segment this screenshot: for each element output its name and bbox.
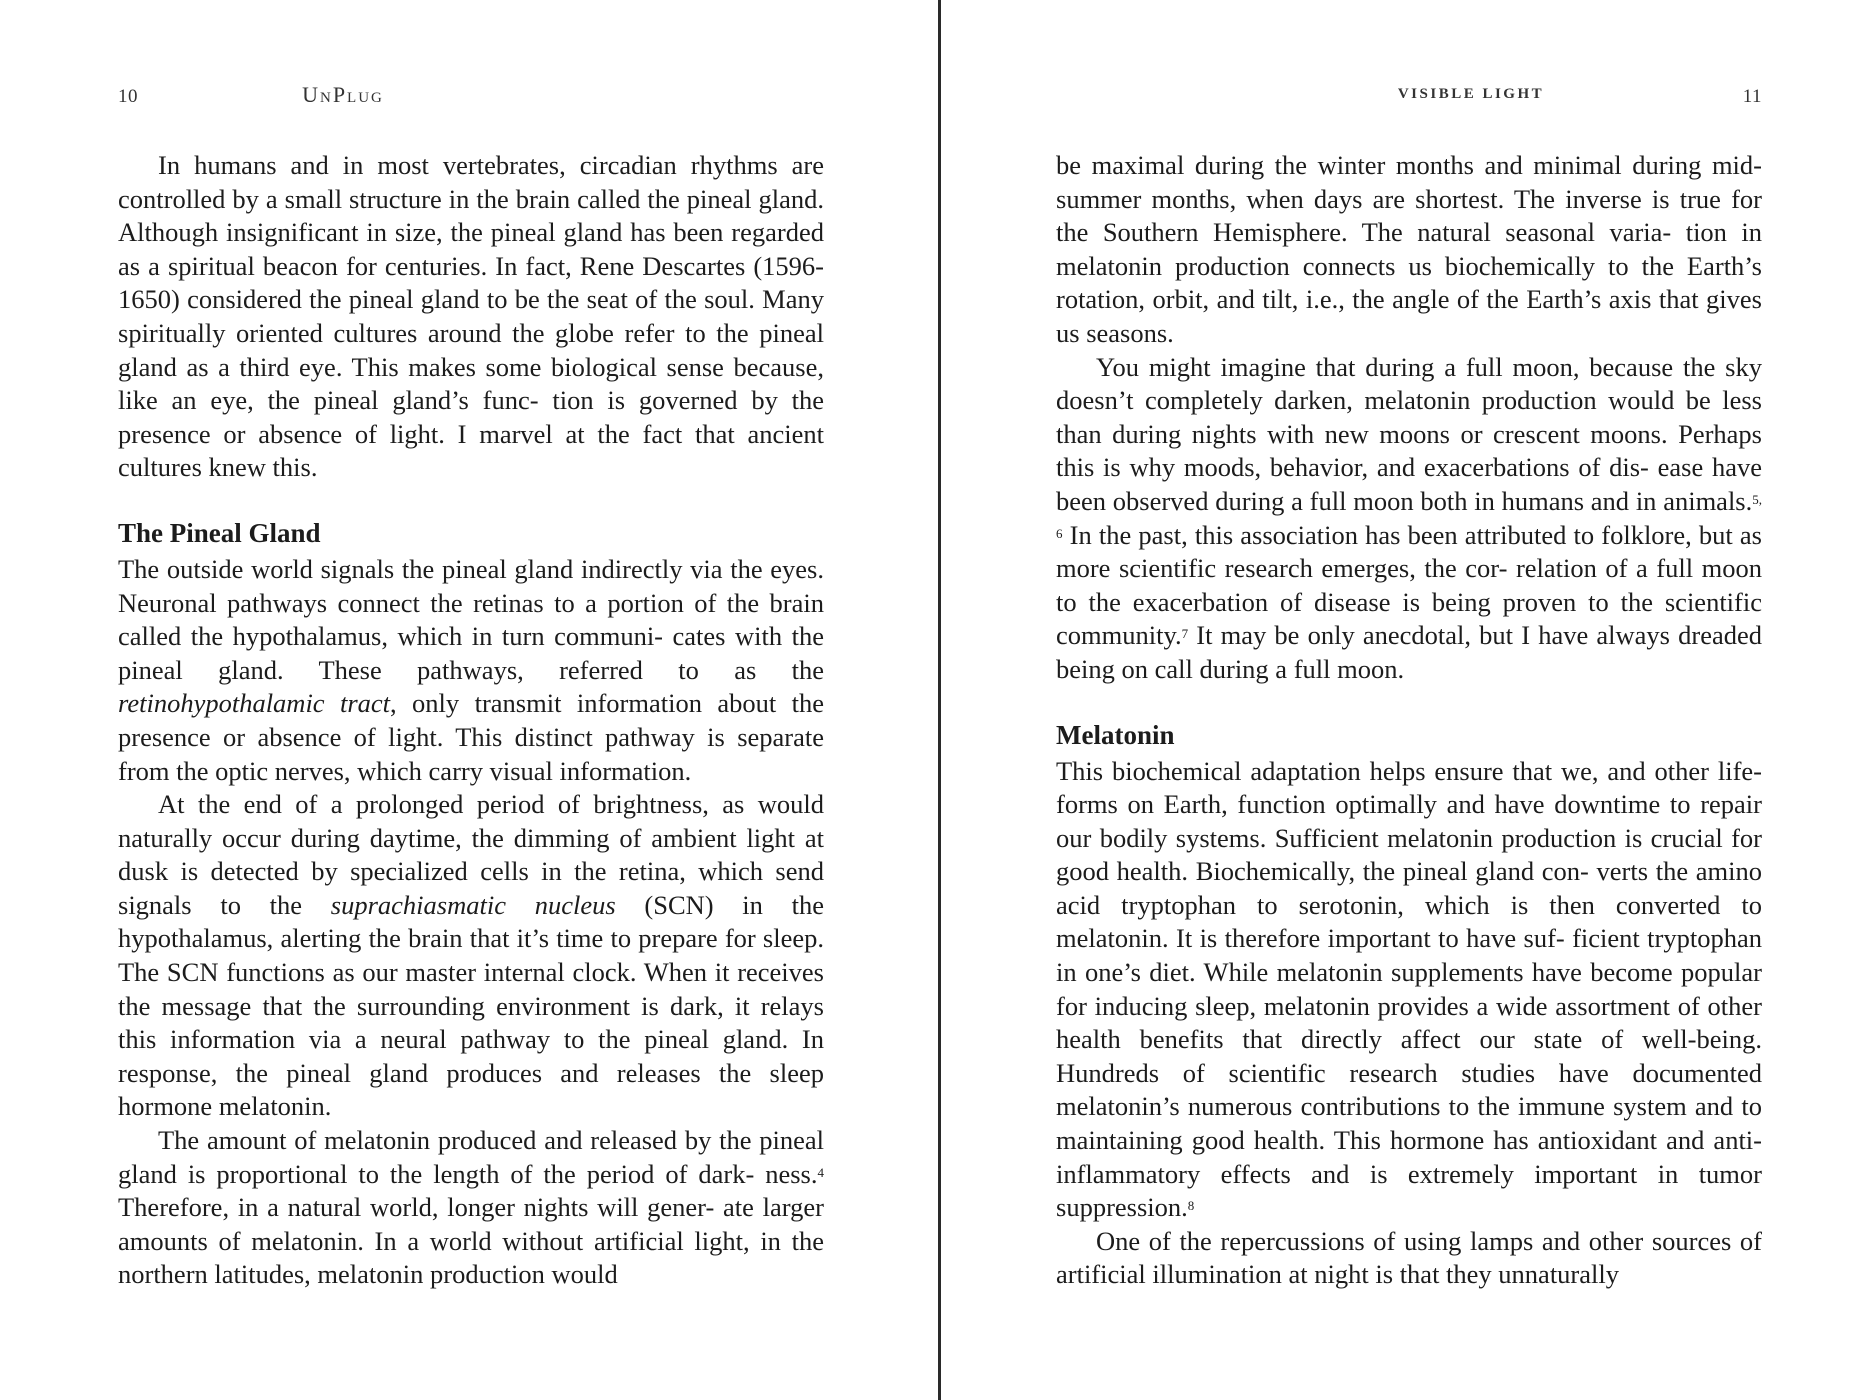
left-page-body bbox=[118, 149, 824, 1292]
page-number: 11 bbox=[1742, 86, 1762, 107]
paragraph: At the end of a prolonged period of brightness, as would naturally occur during daytime, the dimming of ambient light at dusk is detected by specialized cells in the retina, which send signals to the suprachiasmatic nucleus (SCN) in the hypothalamus, alerting the brain that it’s time to prepare for sleep. The SCN functions as our master internal clock. When it receives the message that the surrounding environment is dark, it relays this information via a neural pathway to the pineal gland. In response, the pineal gland produces and releases the sleep hormone melatonin. bbox=[118, 789, 825, 1122]
paragraph: The outside world signals the pineal gland indirectly via the eyes. Neuronal pathways connect the retinas to a portion of the brain called the hypothalamus, which in turn communi- cates with the pineal gland. These pathways, referred to as the retinohypothalamic tract, only transmit information about the presence or absence of light. This distinct pathway is separate from the optic nerves, which carry visual information. bbox=[118, 553, 824, 786]
footnote-reference[interactable]: 7 bbox=[1181, 626, 1189, 642]
paragraph: This biochemical adaptation helps ensure that we, and other life-forms on Earth, function optimally and have downtime to repair our bodily systems. Sufficient melatonin production is crucial for good health. Biochemically, the pineal gland con- verts the amino acid tryptophan to serotonin, which is then converted to melatonin. It is therefore important to have suf- ficient tryptophan in one’s diet. While melatonin supplements have become popular for inducing sleep, melatonin provides a wide assortment of other health benefits that directly affect our state of well-being. Hundreds of scientific research studies have documented melatonin’s numerous contributions to the immune system and to maintaining good health. This hormone has antioxidant and anti-inflammatory effects and is extremely important in tumor suppression.$^8$ bbox=[1056, 755, 1762, 1223]
section-heading: Melatonin bbox=[1056, 719, 1175, 750]
paragraph: In humans and in most vertebrates, circadian rhythms are controlled by a small structure in the brain called the pineal gland. Although insignificant in size, the pineal gland has been regarded as a spiritual beacon for centuries. In fact, Rene Descartes (1596-1650) considered the pineal gland to be the seat of the soul. Many spiritually oriented cultures around the globe refer to the pineal gland as a third eye. This makes some biological sense because, like an eye, the pineal gland’s func- tion is governed by the presence or absence of light. I marvel at the fact that ancient cultures knew this. bbox=[118, 150, 824, 483]
right-page bbox=[1056, 0, 1762, 1400]
paragraph: The amount of melatonin produced and released by the pineal gland is proportional to the length of the period of dark- ness.$^4$ Therefore, in a natural world, longer nights will gener- ate larger amounts of melatonin. In a world without artificial light, in the northern latitudes, melatonin production would bbox=[118, 1125, 824, 1290]
left-page bbox=[118, 0, 824, 1400]
running-head-left bbox=[118, 82, 824, 112]
section-heading: The Pineal Gland bbox=[118, 517, 321, 548]
italic-term: retinohypothalamic tract bbox=[118, 688, 391, 719]
paragraph: be maximal during the winter months and minimal during mid-summer months, when days are shortest. The inverse is true for the Southern Hemisphere. The natural seasonal varia- tion in melatonin production connects us biochemically to the Earth’s rotation, orbit, and tilt, i.e., the angle of the Earth’s axis that gives us seasons. bbox=[1056, 150, 1762, 348]
paragraph: You might imagine that during a full moon, because the sky doesn’t completely darken, melatonin production would be less than during nights with new moons or crescent moons. Perhaps this is why moods, behavior, and exacerbations of dis- ease have been observed during a full moon both in humans and in animals.$^{5, 6}$ In the past, this association has been attributed to folklore, but as more scientific research emerges, the cor- relation of a full moon to the exacerbation of disease is being proven to the scientific community.$^7$ It may be only anecdotal, but I have always dreaded being on call during a full moon. bbox=[1056, 351, 1762, 684]
paragraph: One of the repercussions of using lamps and other sources of artificial illumination at night is that they unnaturally bbox=[1056, 1225, 1762, 1290]
chapter-title-header: VISIBLE LIGHT bbox=[1397, 86, 1545, 102]
right-page-body bbox=[1056, 149, 1762, 1292]
footnote-reference[interactable]: 4 bbox=[817, 1164, 824, 1180]
italic-term: suprachiasmatic nucleus bbox=[330, 889, 616, 920]
footnote-reference[interactable]: 5, 6 bbox=[1056, 491, 1762, 541]
page-gutter bbox=[938, 0, 941, 1400]
running-head-right bbox=[1056, 82, 1762, 112]
book-title-header: UnPlug bbox=[302, 82, 384, 107]
page-number: 10 bbox=[118, 86, 138, 107]
footnote-reference[interactable]: 8 bbox=[1187, 1198, 1195, 1214]
